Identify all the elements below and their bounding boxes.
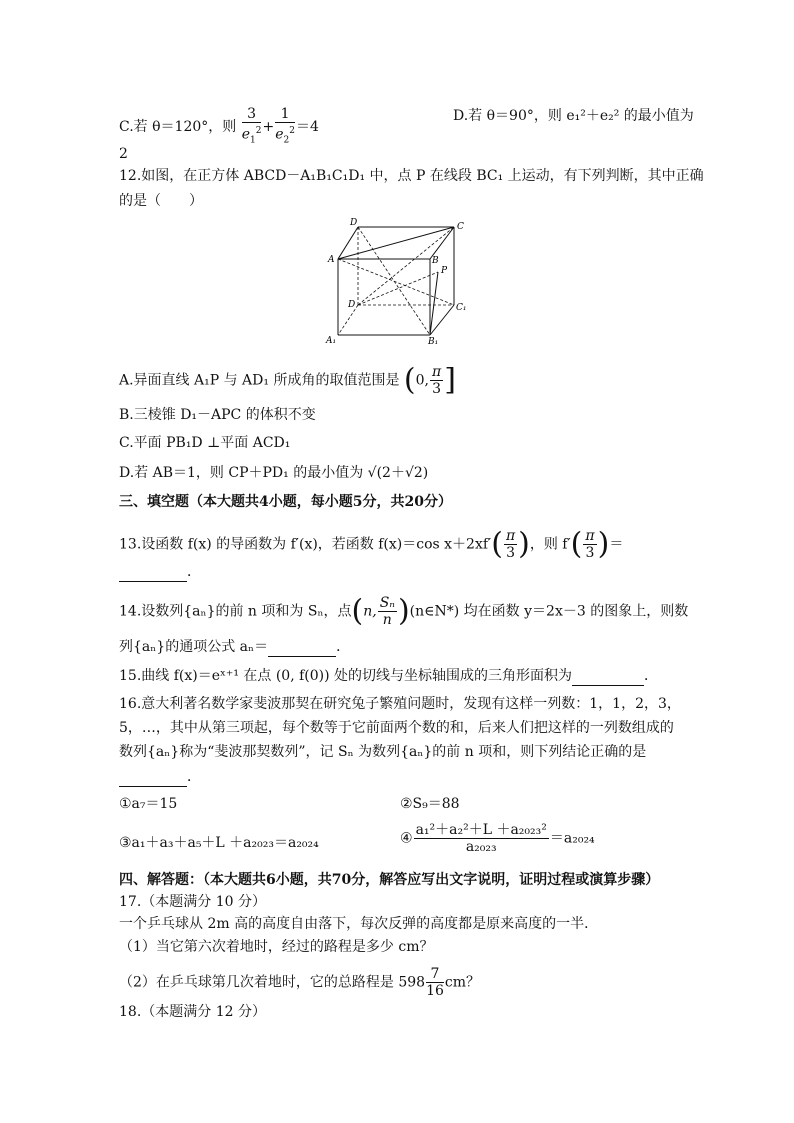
section-4-heading: 四、解答题：（本大题共6小题，共70分，解答应写出文字说明，证明过程或演算步骤） [119,872,660,888]
q16-option-1: ①a₇＝15 [119,796,178,812]
q12-option-d: D.若 AB＝1，则 CP＋PD₁ 的最小值为 √(2＋√2) [119,465,429,481]
q12-option-c: C.平面 PB₁D ⊥平面 ACD₁ [119,435,291,451]
q18-heading: 18.（本题满分 12 分） [119,1004,266,1020]
q17-part-1: （1）当它第六次着地时，经过的路程是多少 cm？ [119,939,434,955]
q12-option-a: A.异面直线 A₁P 与 AD₁ 所成角的取值范围是 (0, $\frac{\pi}{3}$ ] [119,362,456,398]
q16-line1: 16.意大利著名数学家斐波那契在研究兔子繁殖问题时，发现有这样一列数：1，1，2，3， [119,696,681,712]
cube-label-d: D [350,218,358,228]
cube-label-a1: A₁ [326,336,337,345]
cube-figure [318,215,478,345]
cube-label-b: B [432,256,439,266]
q14-line2: 列{aₙ}的通项公式 aₙ＝ ． [119,639,351,655]
q12-stem-line1: 12.如图，在正方体 ABCD－A₁B₁C₁D₁ 中，点 P 在线段 BC₁ 上运动，有下列判断，其中正确 [119,168,704,184]
q17-heading: 17.（本题满分 10 分） [119,894,266,910]
q14-line1: 14.设数列{aₙ}的前 n 项和为 Sₙ，点(n, $\frac{\text{Sₙ}}{n}$ )(n∈N*) 均在函数 y＝2x－3 的图象上，则数 [119,593,689,629]
cube-label-d1: D [348,300,356,310]
cube-label-c1: C₁ [456,303,467,313]
q15-line: 15.曲线 f(x)＝eˣ⁺¹ 在点 (0, f(0)) 处的切线与坐标轴围成的三角形面积为 ． [119,668,659,684]
cube-label-b1: B₁ [428,337,439,345]
q15-answer-blank[interactable] [572,685,644,686]
q16-option-2: ②S₉＝88 [400,796,460,812]
q11-option-c: C.若 θ＝120°，则 $\frac{3}{e_1^2}$ + $\frac{1}{e_2^2}$ ＝4 [119,106,319,148]
cube-label-a: A [328,255,335,265]
q13-line1: 13.设函数 f(x) 的导函数为 f′(x)，若函数 f(x)＝cos x＋2xf′( $\frac{\pi}{3}$ )，则 f′( $\frac{\pi}{3}$ )＝ [119,526,624,562]
section-3-heading: 三、填空题（本大题共4小题，每小题5分，共20分） [119,494,452,510]
q16-answer-line: ． [119,767,201,787]
q16-line2: 5，…，其中从第三项起，每个数等于它前面两个数的和，后来人们把这样的一列数组成的 [119,720,674,736]
cube-label-p: P [441,266,448,276]
q14-answer-blank[interactable] [268,656,336,657]
q11-option-d: D.若 θ＝90°，则 e₁²＋e₂² 的最小值为 [453,108,694,124]
q12-stem-line2: 的是（ ） [119,193,203,209]
fraction-3-over-e1sq: $\frac{3}{e_1^2}$ [241,106,262,146]
fraction-1-over-e2sq: $\frac{1}{e_2^2}$ [275,106,295,146]
q17-part-2: （2）在乒乓球第几次着地时，它的总路程是 598 $\frac{7}{16}$ cm？ [119,966,481,999]
cube-label-c: C [457,222,464,232]
q16-option-4: ④ $\frac{\text{a₁²＋a₂²＋L ＋a₂₀₂₃²}}{\text{a₂₀₂₃}}$ ＝a₂₀₂₄ [400,822,595,855]
q13-answer-line: ． [119,562,201,582]
q16-answer-blank[interactable] [119,786,187,787]
q11-option-d-wrap: 2 [119,146,128,162]
q13-answer-blank[interactable] [119,581,187,582]
q17-stem: 一个乒乓球从 2m 高的高度自由落下，每次反弹的高度都是原来高度的一半． [119,916,599,932]
q16-line3: 数列{aₙ}称为“斐波那契数列”，记 Sₙ 为数列{aₙ}的前 n 项和，则下列结论正确的是 [119,744,647,760]
q16-option-3: ③a₁＋a₃＋a₅＋L ＋a₂₀₂₃＝a₂₀₂₄ [119,835,319,851]
q12-option-b: B.三棱锥 D₁－APC 的体积不变 [119,407,316,423]
